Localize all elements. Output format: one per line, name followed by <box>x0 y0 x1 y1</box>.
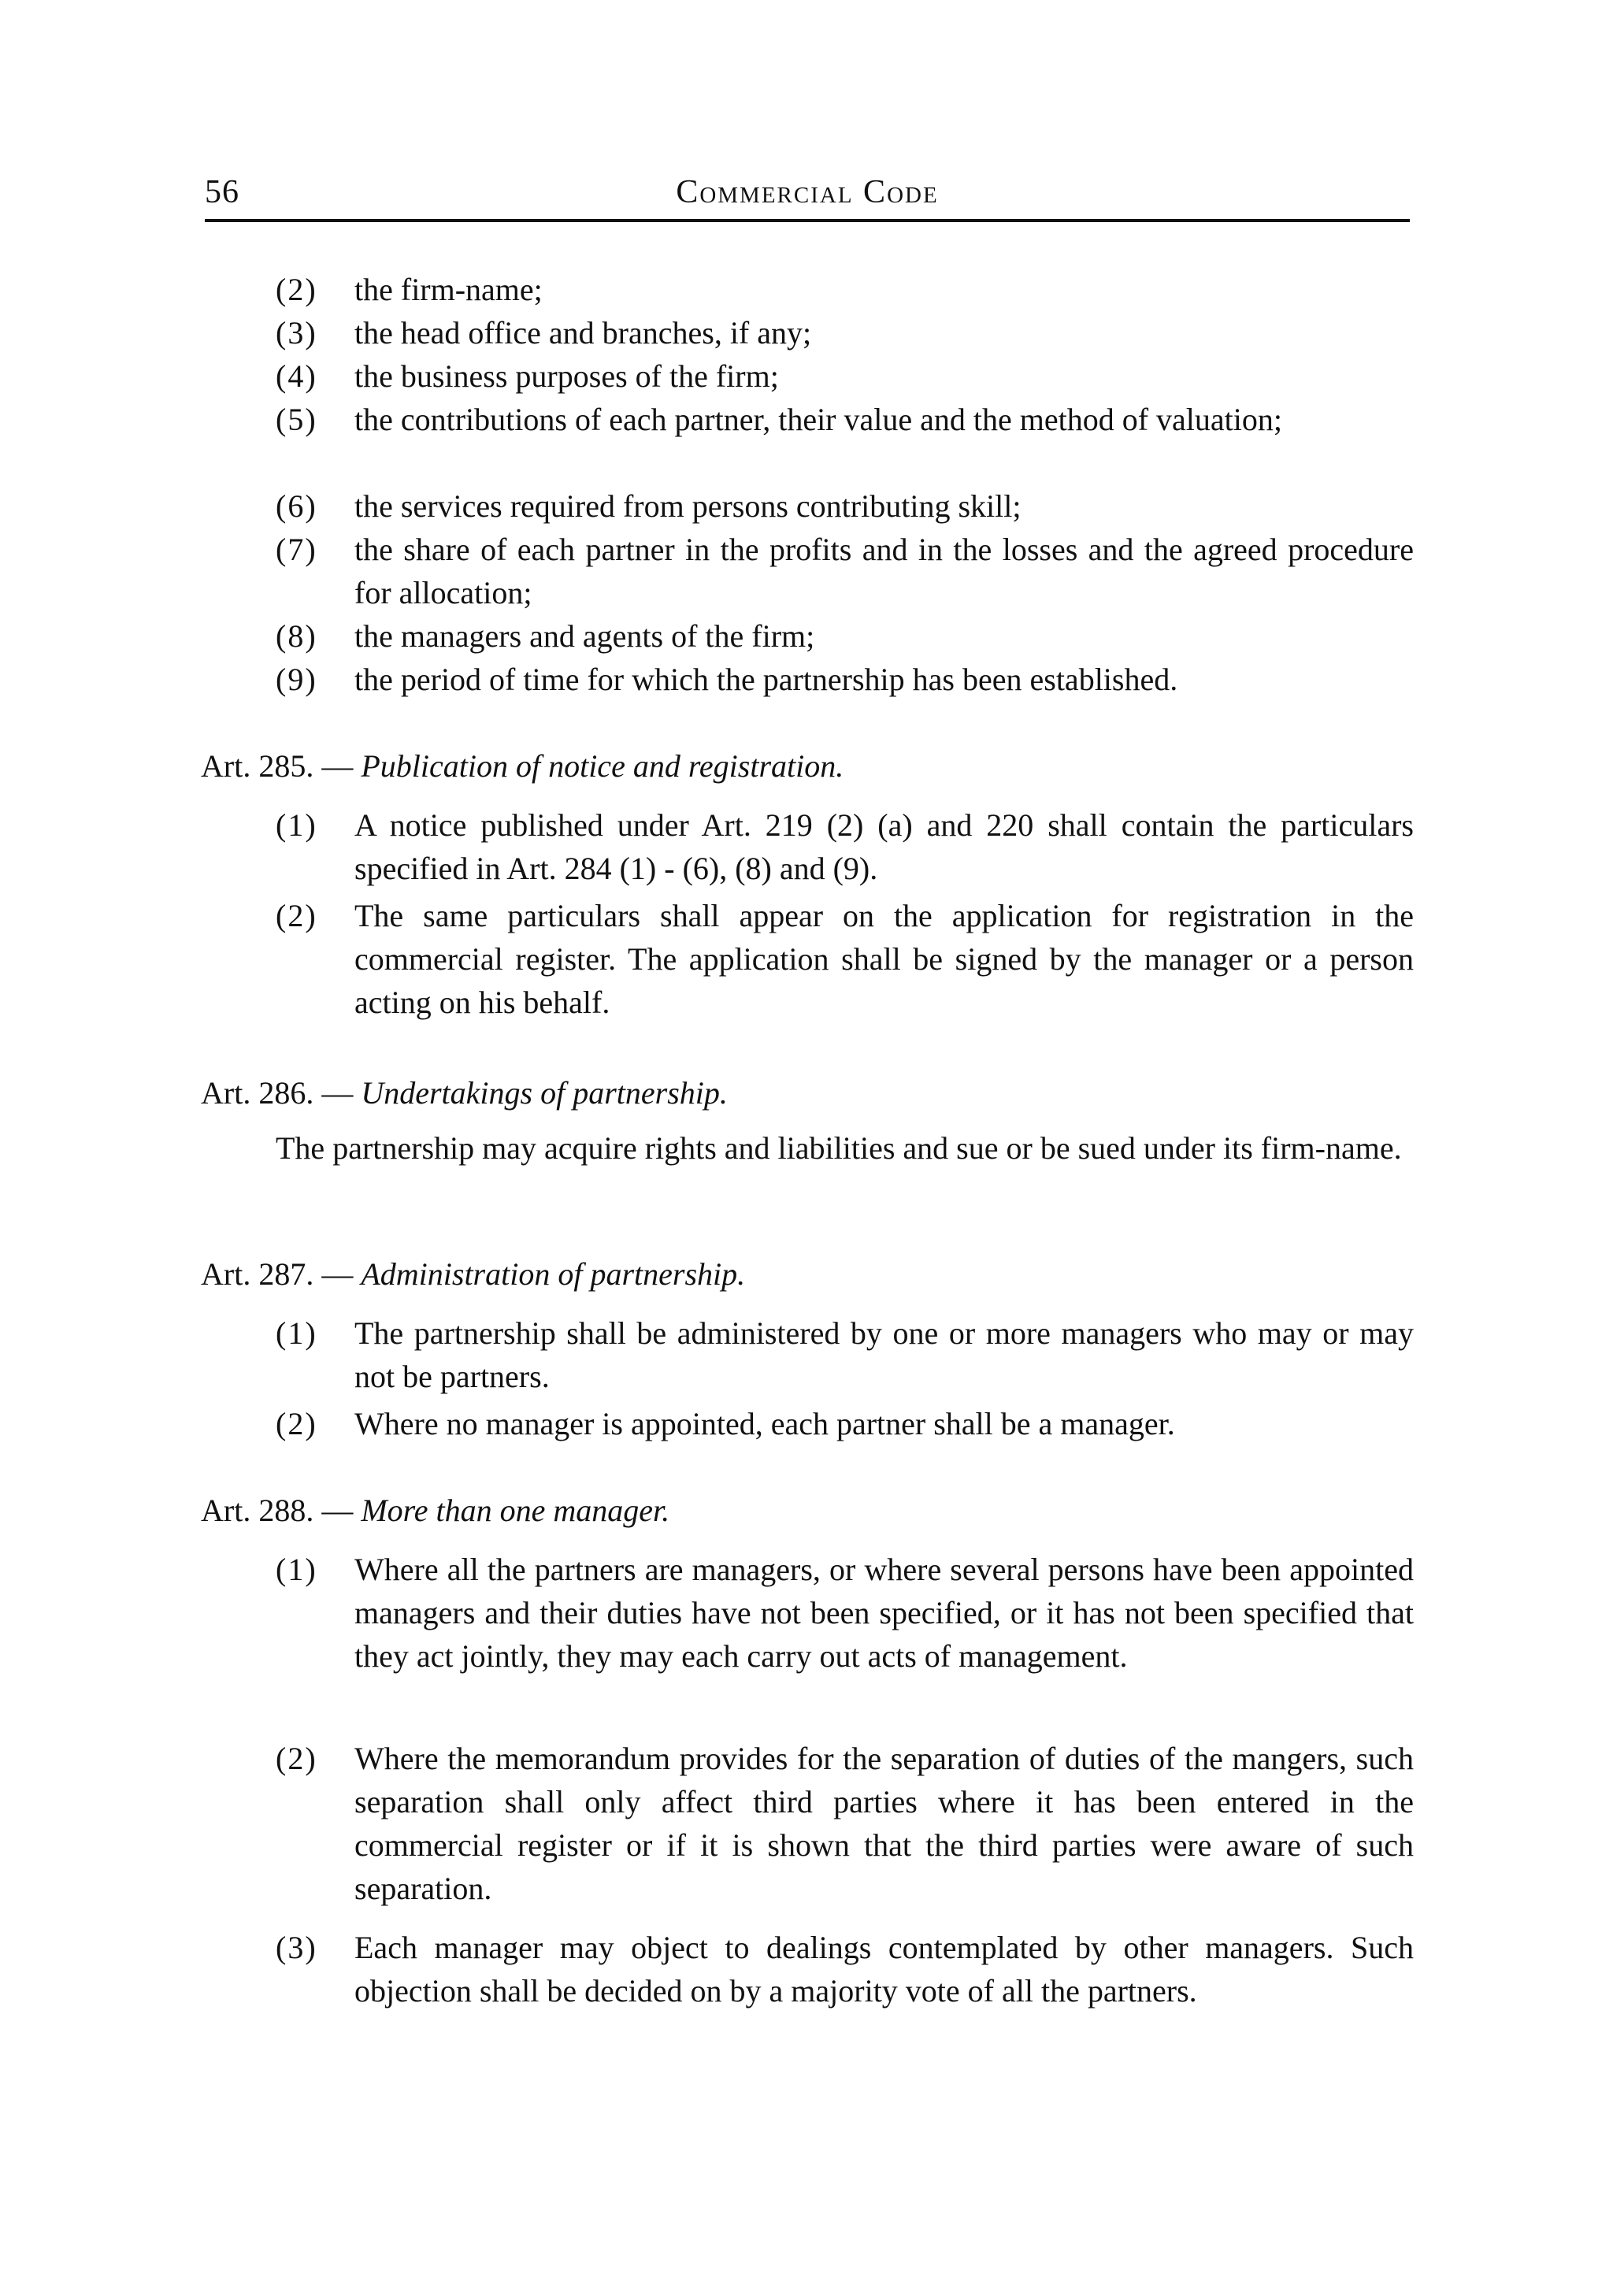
item-number: (1) <box>276 1552 317 1587</box>
item-text: Where all the partners are managers, or where several persons have been appointed managers and their duties have not been specified, or it has not been specified that they act jointly, they may each carry out acts of management. <box>354 1552 1414 1674</box>
item-number: (4) <box>276 358 317 394</box>
article-title: Publication of notice and registration. <box>361 748 844 784</box>
article-title: More than one manager. <box>361 1493 670 1528</box>
item-number: (1) <box>276 807 317 843</box>
running-title: Commercial Code <box>676 174 939 210</box>
item-text: the period of time for which the partnership has been established. <box>354 662 1178 697</box>
article-title: Administration of partnership. <box>361 1256 746 1292</box>
item-number: (2) <box>276 898 317 933</box>
article-paragraph: The partnership may acquire rights and liabilities and sue or be sued under its firm-name. <box>276 1130 1402 1166</box>
header-rule <box>205 219 1410 222</box>
item-number: (2) <box>276 1741 317 1776</box>
item-text: The same particulars shall appear on the application for registration in the commercial register. The application shall be signed by the manager or a person acting on his behalf. <box>354 898 1414 1020</box>
item-text: A notice published under Art. 219 (2) (a) and 220 shall contain the particulars specified in Art. 284 (1) - (6), (8) and (9). <box>354 807 1414 886</box>
item-text: the share of each partner in the profits and in the losses and the agreed procedure for allocation; <box>354 532 1414 610</box>
item-text: the managers and agents of the firm; <box>354 618 815 654</box>
running-head <box>205 167 1410 214</box>
item-number: (8) <box>276 618 317 654</box>
item-text: The partnership shall be administered by one or more managers who may or may not be partners. <box>354 1315 1414 1394</box>
item-number: (1) <box>276 1315 317 1351</box>
article-label: Art. 286. — <box>201 1075 354 1111</box>
article-label: Art. 285. — <box>201 748 354 784</box>
item-number: (9) <box>276 662 317 697</box>
article-heading <box>201 744 844 788</box>
item-text: the services required from persons contributing skill; <box>354 488 1022 524</box>
item-text: Where the memorandum provides for the separation of duties of the mangers, such separation shall only affect third parties where it has been entered in the commercial register or if it is shown that the third parties were aware of such separation. <box>354 1741 1414 1906</box>
item-text: the firm-name; <box>354 272 543 307</box>
item-text: the head office and branches, if any; <box>354 315 812 351</box>
item-text: the contributions of each partner, their value and the method of valuation; <box>354 402 1283 437</box>
item-number: (6) <box>276 488 317 524</box>
item-number: (3) <box>276 1930 317 1965</box>
article-heading <box>201 1489 669 1532</box>
item-number: (5) <box>276 402 317 437</box>
article-heading <box>201 1071 728 1115</box>
item-text: the business purposes of the firm; <box>354 358 779 394</box>
item-number: (2) <box>276 1406 317 1441</box>
article-heading <box>201 1252 745 1296</box>
item-text: Where no manager is appointed, each partner shall be a manager. <box>354 1406 1175 1441</box>
article-label: Art. 288. — <box>201 1493 354 1528</box>
article-title: Undertakings of partnership. <box>361 1075 728 1111</box>
item-number: (2) <box>276 272 317 307</box>
item-number: (3) <box>276 315 317 351</box>
item-number: (7) <box>276 532 317 567</box>
article-label: Art. 287. — <box>201 1256 354 1292</box>
page-number: 56 <box>205 174 239 210</box>
item-text: Each manager may object to dealings contemplated by other managers. Such objection shall be decided on by a majority vote of all the partners. <box>354 1930 1414 2009</box>
